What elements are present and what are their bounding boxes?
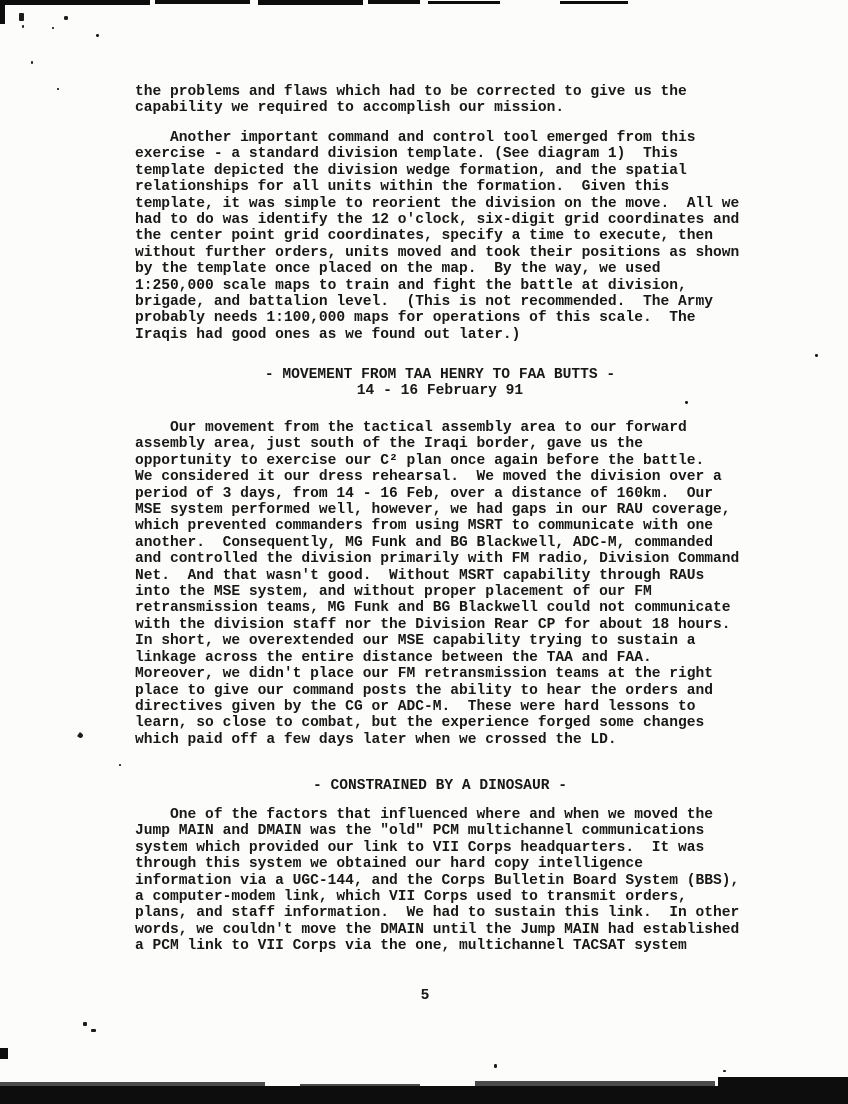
text-line: linkage across the entire distance between the TAA and FAA.	[135, 649, 652, 666]
ink-speck	[31, 61, 33, 64]
document-page	[135, 0, 745, 1104]
ink-speck	[77, 732, 84, 739]
text-line: Net. And that wasn't good. Without MSRT capability through RAUs	[135, 567, 705, 584]
text-line: system which provided our link to VII Corps headquarters. It was	[135, 839, 705, 856]
text-line: retransmission teams, MG Funk and BG Blackwell could not communicate	[135, 600, 731, 617]
text-line: the center point grid coordinates, specify a time to execute, then	[135, 228, 714, 245]
section-heading-movement-taa-to-faa	[135, 367, 745, 400]
text-line: probably needs 1:100,000 maps for operations of this scale. The	[135, 310, 696, 327]
text-line: place to give our command posts the ability to hear the orders and	[135, 682, 714, 699]
text-line: without further orders, units moved and took their positions as shown	[135, 244, 740, 261]
text-line: the problems and flaws which had to be corrected to give us the	[135, 84, 687, 100]
text-line: exercise - a standard division template. (See diagram 1) This	[135, 146, 678, 163]
scan-mark	[0, 0, 150, 5]
text-line: Moreover, we didn't place our FM retransmission teams at the right	[135, 666, 714, 683]
text-line: Jump MAIN and DMAIN was the "old" PCM multichannel communications	[135, 823, 705, 840]
ink-speck	[119, 764, 121, 766]
text-line: had to do was identify the 12 o'clock, six-digit grid coordinates and	[135, 212, 740, 229]
paragraph-division-template	[135, 130, 745, 343]
text-line: which paid off a few days later when we crossed the LD.	[135, 731, 617, 748]
text-line: plans, and staff information. We had to sustain this link. In other	[135, 905, 740, 922]
paragraph-movement	[135, 420, 745, 748]
text-line: with the division staff nor the Division Rear CP for about 18 hours.	[135, 616, 731, 633]
text-line: another. Consequently, MG Funk and BG Blackwell, ADC-M, commanded	[135, 534, 714, 551]
text-line: In short, we overextended our MSE capability trying to sustain a	[135, 633, 696, 650]
text-line: a PCM link to VII Corps via the one, multichannel TACSAT system	[135, 938, 687, 955]
text-line: template, it was simple to reorient the division on the move. All we	[135, 195, 740, 212]
text-line: directives given by the CG or ADC-M. These were hard lessons to	[135, 698, 696, 715]
ink-speck	[96, 34, 99, 37]
text-line: 14 - 16 February 91	[356, 383, 524, 400]
text-line: We considered it our dress rehearsal. We moved the division over a	[135, 469, 722, 486]
ink-speck	[22, 25, 24, 28]
text-line: opportunity to exercise our C² plan once again before the battle.	[135, 452, 705, 469]
text-line: - CONSTRAINED BY A DINOSAUR -	[313, 778, 567, 794]
text-line: information via a UGC-144, and the Corps Bulletin Board System (BBS),	[135, 872, 740, 889]
page-number: 5	[420, 988, 430, 1004]
section-heading-constrained-by-dinosaur	[135, 778, 745, 794]
ink-speck	[57, 88, 59, 90]
ink-speck	[64, 16, 68, 20]
text-line: a computer-modem link, which VII Corps used to transmit orders,	[135, 889, 687, 906]
ink-speck	[815, 354, 818, 357]
text-line: 1:250,000 scale maps to train and fight the battle at division,	[135, 277, 687, 294]
text-line: and controlled the division primarily with FM radio, Division Command	[135, 551, 740, 568]
text-line: relationships for all units within the formation. Given this	[135, 179, 670, 196]
text-line: template depicted the division wedge formation, and the spatial	[135, 162, 687, 179]
text-line: which prevented commanders from using MSRT to communicate with one	[135, 518, 714, 535]
scan-mark	[0, 1048, 8, 1059]
text-line: Another important command and control tool emerged from this	[135, 130, 696, 146]
scan-mark	[0, 0, 5, 24]
text-line: into the MSE system, and without proper placement of our FM	[135, 584, 652, 601]
text-line: capability we required to accomplish our mission.	[135, 100, 565, 117]
text-line: through this system we obtained our hard copy intelligence	[135, 856, 643, 873]
text-line: MSE system performed well, however, we had gaps in our RAU coverage,	[135, 502, 731, 519]
text-line: One of the factors that influenced where and when we moved the	[135, 807, 714, 823]
ink-speck	[52, 27, 54, 29]
ink-speck	[83, 1022, 87, 1026]
text-line: - MOVEMENT FROM TAA HENRY TO FAA BUTTS -	[264, 367, 616, 383]
text-line: words, we couldn't move the DMAIN until the Jump MAIN had established	[135, 921, 740, 938]
text-line: by the template once placed on the map. By the way, we used	[135, 261, 661, 278]
text-line: Iraqis had good ones as we found out later.)	[135, 326, 521, 343]
text-line: period of 3 days, from 14 - 16 Feb, over a distance of 160km. Our	[135, 485, 714, 502]
ink-speck	[19, 13, 24, 21]
text-line: assembly area, just south of the Iraqi border, gave us the	[135, 436, 643, 453]
text-line: Our movement from the tactical assembly area to our forward	[135, 420, 687, 436]
paragraph-intro-continuation	[135, 84, 745, 117]
text-line: learn, so close to combat, but the experience forged some changes	[135, 715, 705, 732]
paragraph-dinosaur	[135, 807, 745, 955]
scan-mark	[0, 1086, 848, 1104]
text-line: brigade, and battalion level. (This is not recommended. The Army	[135, 294, 714, 311]
ink-speck	[91, 1029, 96, 1032]
